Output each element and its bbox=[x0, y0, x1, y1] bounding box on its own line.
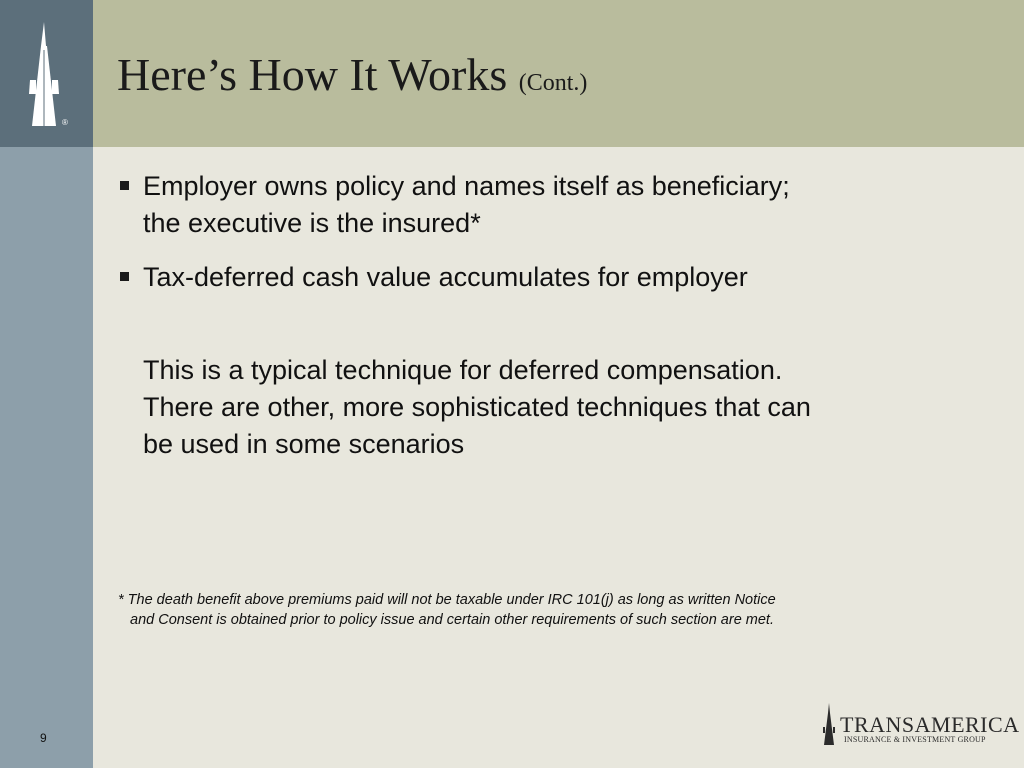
bullet-item bbox=[118, 168, 918, 242]
bullet-text-line: Employer owns policy and names itself as beneficiary; bbox=[143, 171, 790, 201]
bullet-text-line: Tax-deferred cash value accumulates for employer bbox=[143, 262, 748, 292]
square-bullet-icon bbox=[120, 272, 129, 281]
footnote-line: and Consent is obtained prior to policy issue and certain other requirements of such section are met. bbox=[130, 612, 774, 628]
paragraph-line: There are other, more sophisticated techniques that can bbox=[143, 392, 811, 422]
brand-tagline: INSURANCE & INVESTMENT GROUP bbox=[844, 735, 986, 744]
bullet-item bbox=[118, 259, 918, 296]
footnote bbox=[118, 590, 918, 630]
pyramid-tower-icon bbox=[822, 703, 836, 745]
slide-title bbox=[117, 49, 588, 100]
brand-name: TRANSAMERICA bbox=[840, 712, 1020, 737]
footnote-line: * The death benefit above premiums paid will not be taxable under IRC 101(j) as long as written Notice bbox=[118, 592, 776, 608]
paragraph-line: be used in some scenarios bbox=[143, 429, 465, 459]
bullet-text-line: the executive is the insured* bbox=[143, 208, 481, 238]
title-suffix: (Cont.) bbox=[518, 70, 588, 96]
brand-logo bbox=[822, 703, 1020, 747]
slide-body bbox=[118, 168, 918, 463]
paragraph-line: This is a typical technique for deferred compensation. bbox=[143, 355, 783, 385]
body-paragraph bbox=[118, 352, 918, 463]
title-bar bbox=[93, 0, 1024, 147]
logo-box bbox=[0, 0, 93, 147]
title-text: Here’s How It Works bbox=[117, 49, 508, 100]
page-number: 9 bbox=[40, 731, 47, 745]
square-bullet-icon bbox=[120, 181, 129, 190]
registered-mark: ® bbox=[62, 118, 68, 127]
pyramid-tower-icon bbox=[24, 22, 64, 126]
